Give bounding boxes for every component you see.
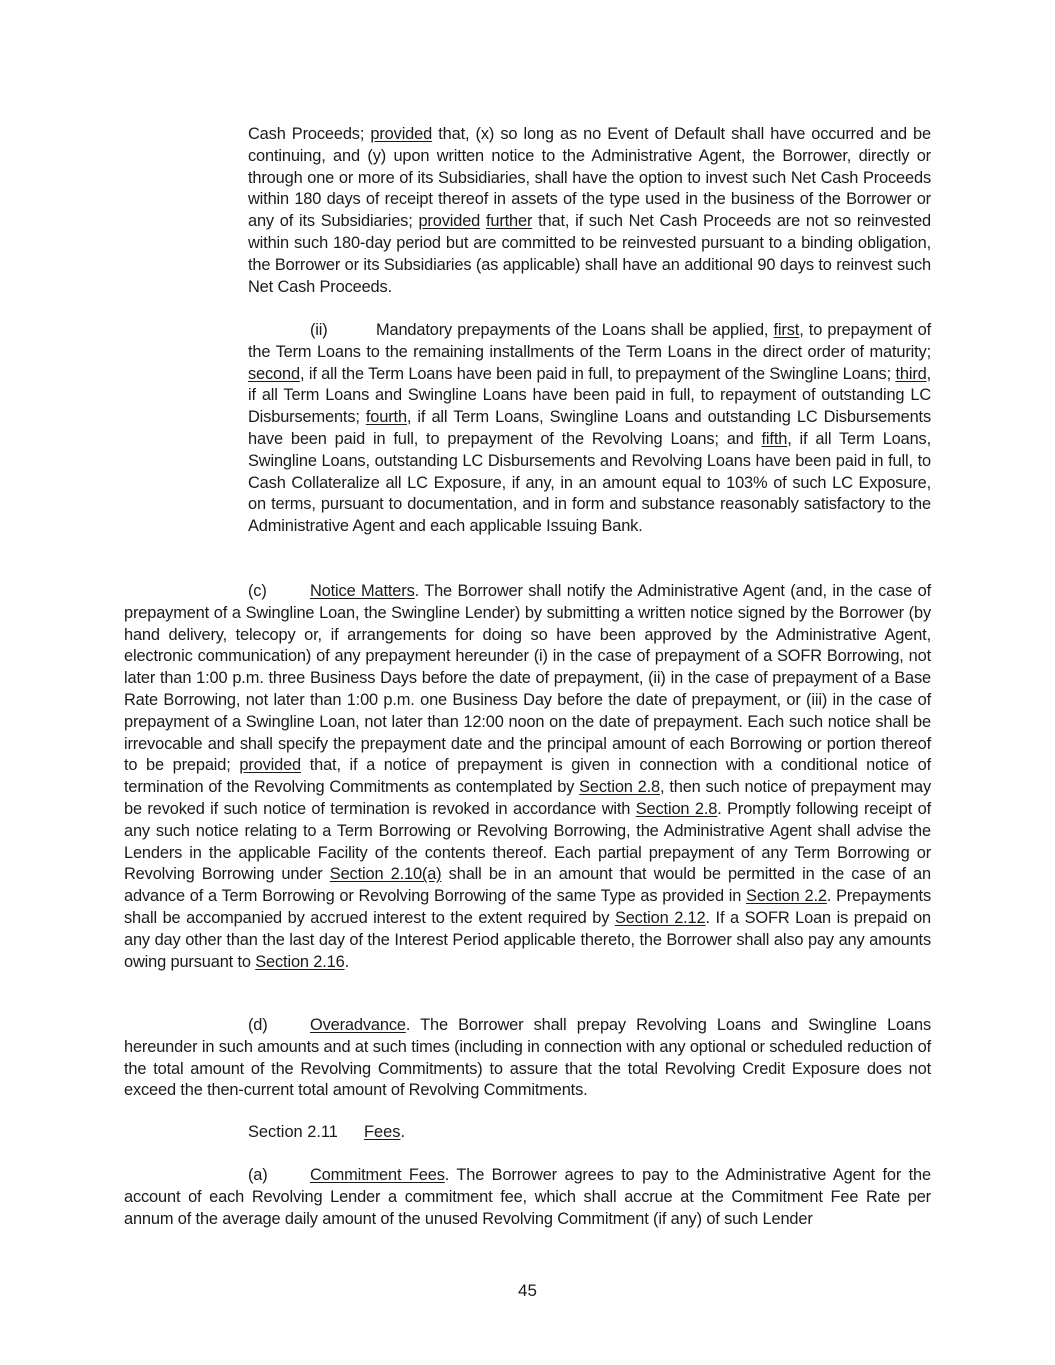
clause-label: (ii) — [310, 321, 328, 339]
underlined-term: provided — [239, 756, 302, 775]
text: shall be in an amount that would be permitted in the case of an advance of a Term Borrowing or Revolving Borrowing of the same Type as provided in — [124, 865, 931, 906]
text: . The Borrower shall prepay Revolving Loans and Swingline Loans hereunder in such amounts and at such times (including in connection with any optional or scheduled reduction of the total amount of the Revolving Commitments) to assure that the total Revolving Credit Exposure does not exceed the then-current total amount of Revolving Commitments. — [124, 1016, 931, 1100]
underlined-term: second — [248, 364, 300, 383]
text: that, (x) so long as no Event of Default shall have occurred and be continuing, and (y) upon written notice to the Administrative Agent, the Borrower, directly or through one or more of its Subsidiaries, shall have the option to invest such Net Cash Proceeds within 180 days of receipt thereof in assets of the type used in the business of the Borrower or any of its Subsidiaries; — [248, 125, 931, 231]
text: that, if such Net Cash Proceeds are not so reinvested within such 180-day period but are committed to be reinvested pursuant to a binding obligation, the Borrower or its Subsidiaries (as applicable) shall have an additional 90 days to reinvest such Net Cash Proceeds. — [248, 212, 932, 296]
underlined-term: first — [773, 321, 800, 339]
underlined-term: provided — [370, 125, 433, 143]
underlined-term: fifth — [761, 429, 788, 448]
text: that, if a notice of prepayment is given in connection with a conditional notice of termination of the Revolving Commitments as contemplated by — [124, 756, 931, 797]
text: . The Borrower shall notify the Administrative Agent (and, in the case of prepayment of a Swingline Loan, the Swingline Lender) by submitting a written notice signed by the Borrower (by hand delivery, telecopy or, if arrangements for doing so have been approved by the Administrative Agent, electronic communication) of any prepayment hereunder (i) in the case of prepayment of a SOFR Borrowing, not later than 1:00 p.m. three Business Days before the date of prepayment, (ii) in the case of prepayment of a Base Rate Borrowing, not later than 1:00 p.m. one Business Day before the date of prepayment, or (iii) in the case of prepayment of a Swingline Loan, not later than 12:00 noon on the date of prepayment. Each such notice shall be irrevocable and shall specify the prepayment date and the principal amount of each Borrowing or portion thereof to be prepaid; — [124, 582, 931, 775]
text: , if all Term Loans and Swingline Loans have been paid in full, to repayment of outstanding LC Disbursements; — [248, 364, 931, 427]
text: , then such notice of prepayment may be revoked if such notice of termination is revoked in accordance with — [124, 778, 931, 818]
section-reference: Section 2.8 — [635, 799, 718, 818]
section-number: Section 2.11 — [248, 1123, 338, 1141]
text: , to prepayment of the Term Loans to the remaining installments of the Term Loans in the direct order of maturity; — [248, 321, 931, 361]
underlined-term: third — [895, 364, 927, 383]
text: . Prepayments shall be accompanied by accrued interest to the extent required by — [124, 887, 931, 927]
text: . The Borrower agrees to pay to the Administrative Agent for the account of each Revolving Lender a commitment fee, which shall accrue at the Commitment Fee Rate per annum of the average daily amount of the unused Revolving Commitment (if any) of such Lender — [124, 1166, 931, 1228]
text: , if all Term Loans, Swingline Loans and outstanding LC Disbursements have been paid in full, to prepayment of the Revolving Loans; and — [248, 408, 931, 448]
text: Mandatory prepayments of the Loans shall be applied, — [376, 321, 774, 339]
section-reference: Section 2.8 — [579, 778, 661, 797]
paragraph-c-notice-matters — [124, 581, 931, 973]
clause-label: (c) — [248, 582, 267, 600]
section-reference: Section 2.16 — [255, 952, 345, 971]
underlined-term: further — [485, 212, 533, 231]
text: , if all the Term Loans have been paid in full, to prepayment of the Swingline Loans; — [299, 364, 896, 383]
section-reference: Section 2.12 — [614, 908, 706, 927]
section-reference: Section 2.2 — [746, 887, 827, 906]
text: , if all Term Loans, Swingline Loans, outstanding LC Disbursements and Revolving Loans have been paid in full, to Cash Collateralize all LC Exposure, if any, in an amount equal to 103% of such LC Exposure, on terms, pursuant to documentation, and in form and substance reasonably satisfactory to the Administrative Agent and each applicable Issuing Bank. — [248, 429, 932, 536]
underlined-term: fourth — [365, 408, 407, 427]
clause-label: (d) — [248, 1016, 268, 1034]
clause-title: Notice Matters — [310, 582, 415, 600]
clause-title: Overadvance — [310, 1016, 406, 1034]
clause-label: (a) — [248, 1166, 268, 1184]
paragraph-ii-mandatory-prepayments — [248, 320, 931, 538]
text: . — [344, 952, 349, 971]
page-number: 45 — [518, 1281, 537, 1300]
section-reference: Section 2.10(a) — [329, 865, 442, 884]
paragraph-net-cash-proceeds — [248, 124, 931, 298]
text: . If a SOFR Loan is prepaid on any day other than the last day of the Interest Period applicable thereto, the Borrower shall also pay any amounts owing pursuant to — [124, 908, 932, 971]
text: . Promptly following receipt of any such notice relating to a Term Borrowing or Revolving Borrowing, the Administrative Agent shall advise the Lenders in the applicable Facility of the contents thereof. Each partial prepayment of any Term Borrowing or Revolving Borrowing under — [124, 799, 931, 884]
section-heading-fees — [248, 1122, 405, 1144]
text: . — [400, 1123, 406, 1141]
text: Cash Proceeds; — [248, 125, 371, 143]
section-title: Fees — [364, 1123, 401, 1141]
clause-title: Commitment Fees — [310, 1166, 445, 1184]
underlined-term: provided — [418, 212, 481, 231]
paragraph-a-commitment-fees — [124, 1165, 931, 1230]
paragraph-d-overadvance — [124, 1015, 931, 1102]
